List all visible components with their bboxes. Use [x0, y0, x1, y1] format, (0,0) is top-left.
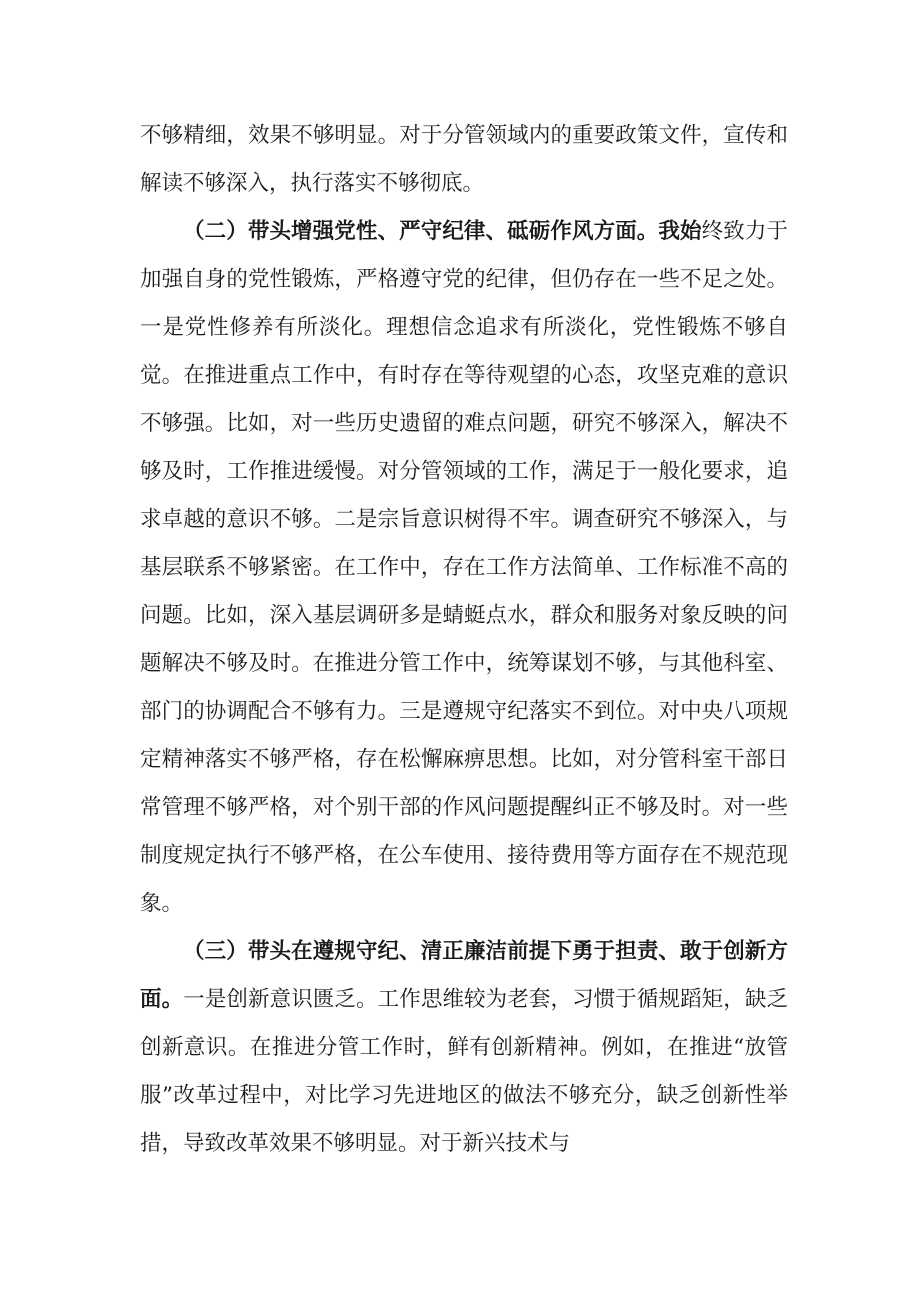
paragraph-section-three — [140, 928, 788, 1168]
section-two-text: 终致力于加强自身的党性锻炼，严格遵守党的纪律，但仍存在一些不足之处。一是党性修养有所淡化。理想信念追求有所淡化，党性锻炼不够自觉。在推进重点工作中，有时存在等待观望的心态，攻坚克难的意识不够强。比如，对一些历史遗留的难点问题，研究不够深入，解决不够及时，工作推进缓慢。对分管领域的工作，满足于一般化要求，追求卓越的意识不够。二是宗旨意识树得不牢。调查研究不够深入，与基层联系不够紧密。在工作中，存在工作方法简单、工作标准不高的问题。比如，深入基层调研多是蜻蜓点水，群众和服务对象反映的问题解决不够及时。在推进分管工作中，统筹谋划不够，与其他科室、部门的协调配合不够有力。三是遵规守纪落实不到位。对中央八项规定精神落实不够严格，存在松懈麻痹思想。比如，对分管科室干部日常管理不够严格，对个别干部的作风问题提醒纠正不够及时。对一些制度规定执行不够严格，在公车使用、接待费用等方面存在不规范现象。 — [140, 219, 788, 916]
section-three-text: 一是创新意识匮乏。工作思维较为老套，习惯于循规蹈矩，缺乏创新意识。在推进分管工作时，鲜有创新精神。例如，在推进“放管服”改革过程中，对比学习先进地区的做法不够充分，缺乏创新性举措，导致改革效果不够明显。对于新兴技术与 — [140, 987, 788, 1156]
section-three-heading: （三）带头在遵规守纪、清正廉洁前提下勇于担责、敢于创新方面。 — [140, 939, 788, 1012]
paragraph-text: 不够精细，效果不够明显。对于分管领域内的重要政策文件，宣传和解读不够深入，执行落实不够彻底。 — [140, 123, 788, 196]
document-body — [140, 112, 788, 1168]
paragraph-continuation — [140, 112, 788, 208]
paragraph-section-two — [140, 208, 788, 928]
section-two-heading: （二）带头增强党性、严守纪律、砥砺作风方面。我始 — [183, 219, 702, 244]
